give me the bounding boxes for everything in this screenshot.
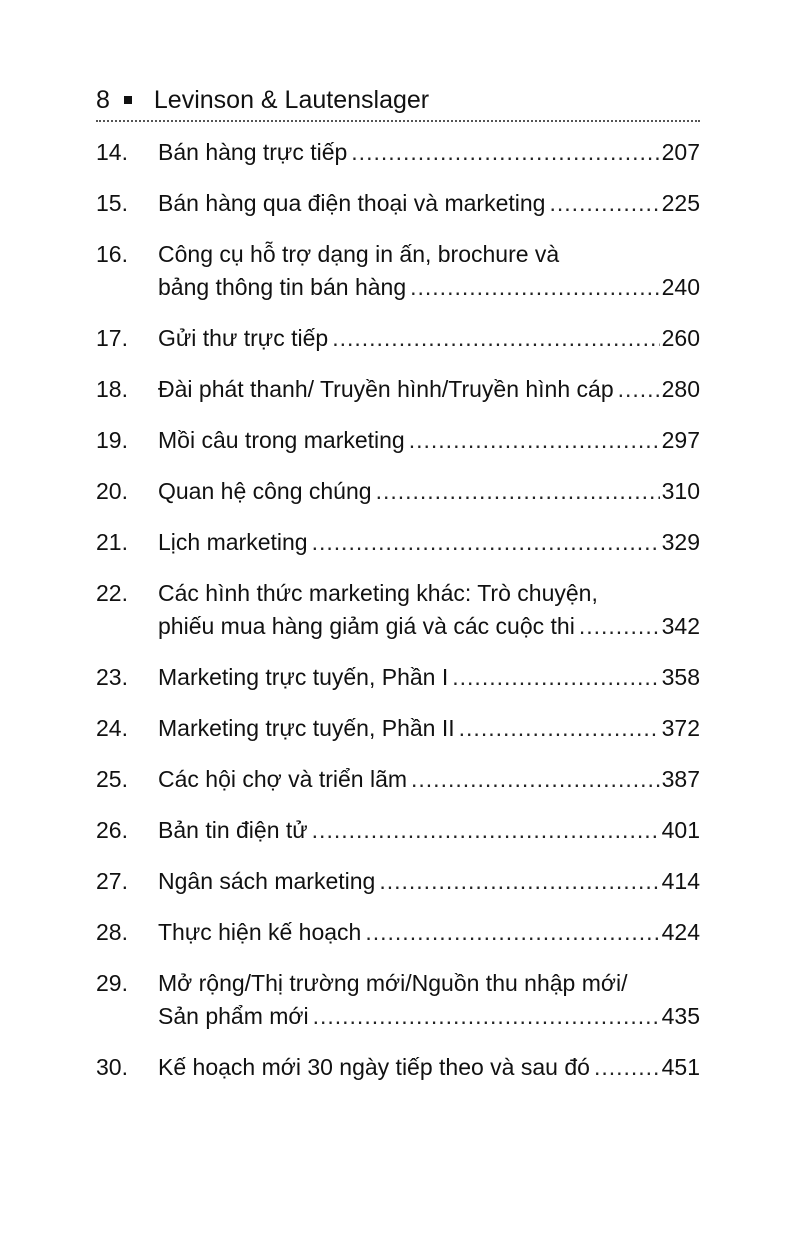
header-authors: Levinson & Lautenslager [153, 85, 430, 114]
chapter-title-text: Đài phát thanh/ Truyền hình/Truyền hình cáp [158, 376, 614, 402]
chapter-title-text: Quan hệ công chúng [158, 478, 372, 504]
chapter-title-line [158, 322, 700, 355]
dot-leader [312, 814, 660, 847]
chapter-title-line [158, 373, 700, 406]
page-reference: 414 [661, 868, 700, 894]
toc-entry[interactable] [96, 238, 700, 304]
toc-entry[interactable] [96, 424, 700, 457]
dot-leader [549, 187, 659, 220]
chapter-title-block [158, 763, 700, 796]
chapter-title-block [158, 136, 700, 169]
chapter-title-block [158, 526, 700, 559]
dot-leader [332, 322, 659, 355]
page-reference: 451 [661, 1054, 700, 1080]
toc-entry[interactable] [96, 814, 700, 847]
chapter-title-line [158, 1000, 700, 1033]
chapter-number: 23. [96, 664, 128, 690]
dot-leader [312, 526, 660, 559]
page-reference: 260 [661, 325, 700, 351]
page-reference: 372 [661, 715, 700, 741]
dot-leader [365, 916, 659, 949]
chapter-title-line [158, 424, 700, 457]
chapter-title-line [158, 763, 700, 796]
chapter-number: 21. [96, 529, 128, 555]
dot-leader [411, 763, 660, 796]
chapter-number: 30. [96, 1054, 128, 1080]
page-reference: 207 [661, 139, 700, 165]
dot-leader [410, 271, 660, 304]
chapter-title-line [158, 916, 700, 949]
dot-leader [618, 373, 660, 406]
dot-leader [409, 424, 660, 457]
chapter-number: 28. [96, 919, 128, 945]
chapter-title-block [158, 238, 700, 304]
chapter-title-text: Gửi thư trực tiếp [158, 325, 329, 351]
toc-entry[interactable] [96, 1051, 700, 1084]
chapter-title-text: Kế hoạch mới 30 ngày tiếp theo và sau đó [158, 1054, 590, 1080]
chapter-title-line [158, 136, 700, 169]
chapter-number: 26. [96, 817, 128, 843]
dot-leader [351, 136, 659, 169]
chapter-title-text: Lịch marketing [158, 529, 308, 555]
chapter-title-block [158, 475, 700, 508]
page-reference: 225 [661, 190, 700, 216]
dot-leader [313, 1000, 660, 1033]
chapter-title-line [158, 475, 700, 508]
header-divider [96, 120, 700, 122]
dot-leader [579, 610, 660, 643]
page-reference: 310 [661, 478, 700, 504]
chapter-title-block [158, 322, 700, 355]
square-bullet-icon [124, 96, 132, 104]
chapter-title-text: Bản tin điện tử [158, 817, 308, 843]
page-reference: 240 [661, 274, 700, 300]
chapter-title-line [158, 1051, 700, 1084]
chapter-title-text: Marketing trực tuyến, Phần II [158, 715, 455, 741]
chapter-title-text: Mở rộng/Thị trường mới/Nguồn thu nhập mới/ [158, 970, 628, 996]
chapter-title-text: Bán hàng trực tiếp [158, 139, 348, 165]
chapter-title-text: Mồi câu trong marketing [158, 427, 405, 453]
chapter-title-text: Bán hàng qua điện thoại và marketing [158, 190, 546, 216]
chapter-title-line [158, 526, 700, 559]
chapter-title-block [158, 577, 700, 643]
chapter-number: 15. [96, 190, 128, 216]
chapter-title-block [158, 661, 700, 694]
page-number: 8 [96, 85, 110, 114]
chapter-title-line [158, 661, 700, 694]
toc-entry[interactable] [96, 577, 700, 643]
page-reference: 435 [661, 1003, 700, 1029]
toc-entry[interactable] [96, 373, 700, 406]
chapter-number: 25. [96, 766, 128, 792]
toc-entry[interactable] [96, 526, 700, 559]
chapter-title-block [158, 712, 700, 745]
chapter-title-line [158, 865, 700, 898]
toc-entry[interactable] [96, 916, 700, 949]
chapter-number: 27. [96, 868, 128, 894]
chapter-title-text: bảng thông tin bán hàng [158, 274, 407, 300]
page-reference: 297 [661, 427, 700, 453]
chapter-number: 29. [96, 970, 128, 996]
table-of-contents [96, 136, 700, 1102]
chapter-title-line [158, 814, 700, 847]
chapter-number: 14. [96, 139, 128, 165]
dot-leader [452, 661, 659, 694]
chapter-number: 17. [96, 325, 128, 351]
toc-entry[interactable] [96, 475, 700, 508]
chapter-number: 19. [96, 427, 128, 453]
chapter-title-block [158, 916, 700, 949]
running-header [96, 80, 700, 120]
page-reference: 387 [661, 766, 700, 792]
toc-entry[interactable] [96, 136, 700, 169]
toc-entry[interactable] [96, 187, 700, 220]
chapter-title-block [158, 865, 700, 898]
chapter-title-text: Ngân sách marketing [158, 868, 376, 894]
toc-entry[interactable] [96, 712, 700, 745]
chapter-title-block [158, 187, 700, 220]
page-reference: 329 [661, 529, 700, 555]
chapter-title-line [158, 967, 700, 1000]
chapter-title-block [158, 1051, 700, 1084]
toc-entry[interactable] [96, 763, 700, 796]
chapter-title-line [158, 610, 700, 643]
page-reference: 358 [661, 664, 700, 690]
chapter-number: 16. [96, 241, 128, 267]
chapter-title-block [158, 814, 700, 847]
chapter-number: 20. [96, 478, 128, 504]
page-reference: 342 [661, 613, 700, 639]
toc-entry[interactable] [96, 865, 700, 898]
chapter-title-text: phiếu mua hàng giảm giá và các cuộc thi [158, 613, 575, 639]
chapter-number: 18. [96, 376, 128, 402]
toc-entry[interactable] [96, 967, 700, 1033]
chapter-title-text: Marketing trực tuyến, Phần I [158, 664, 449, 690]
chapter-title-block [158, 424, 700, 457]
chapter-title-block [158, 373, 700, 406]
chapter-title-line [158, 712, 700, 745]
page-reference: 280 [661, 376, 700, 402]
chapter-title-line [158, 577, 700, 610]
chapter-title-text: Sản phẩm mới [158, 1003, 309, 1029]
chapter-title-text: Các hội chợ và triển lãm [158, 766, 408, 792]
dot-leader [376, 475, 660, 508]
dot-leader [379, 865, 659, 898]
toc-entry[interactable] [96, 661, 700, 694]
chapter-title-line [158, 187, 700, 220]
chapter-title-line [158, 271, 700, 304]
page-reference: 424 [661, 919, 700, 945]
chapter-title-text: Các hình thức marketing khác: Trò chuyện, [158, 580, 598, 606]
dot-leader [594, 1051, 660, 1084]
dot-leader [459, 712, 660, 745]
chapter-number: 24. [96, 715, 128, 741]
chapter-number: 22. [96, 580, 128, 606]
chapter-title-line [158, 238, 700, 271]
chapter-title-text: Công cụ hỗ trợ dạng in ấn, brochure và [158, 241, 560, 267]
toc-entry[interactable] [96, 322, 700, 355]
page-reference: 401 [661, 817, 700, 843]
chapter-title-block [158, 967, 700, 1033]
chapter-title-text: Thực hiện kế hoạch [158, 919, 362, 945]
